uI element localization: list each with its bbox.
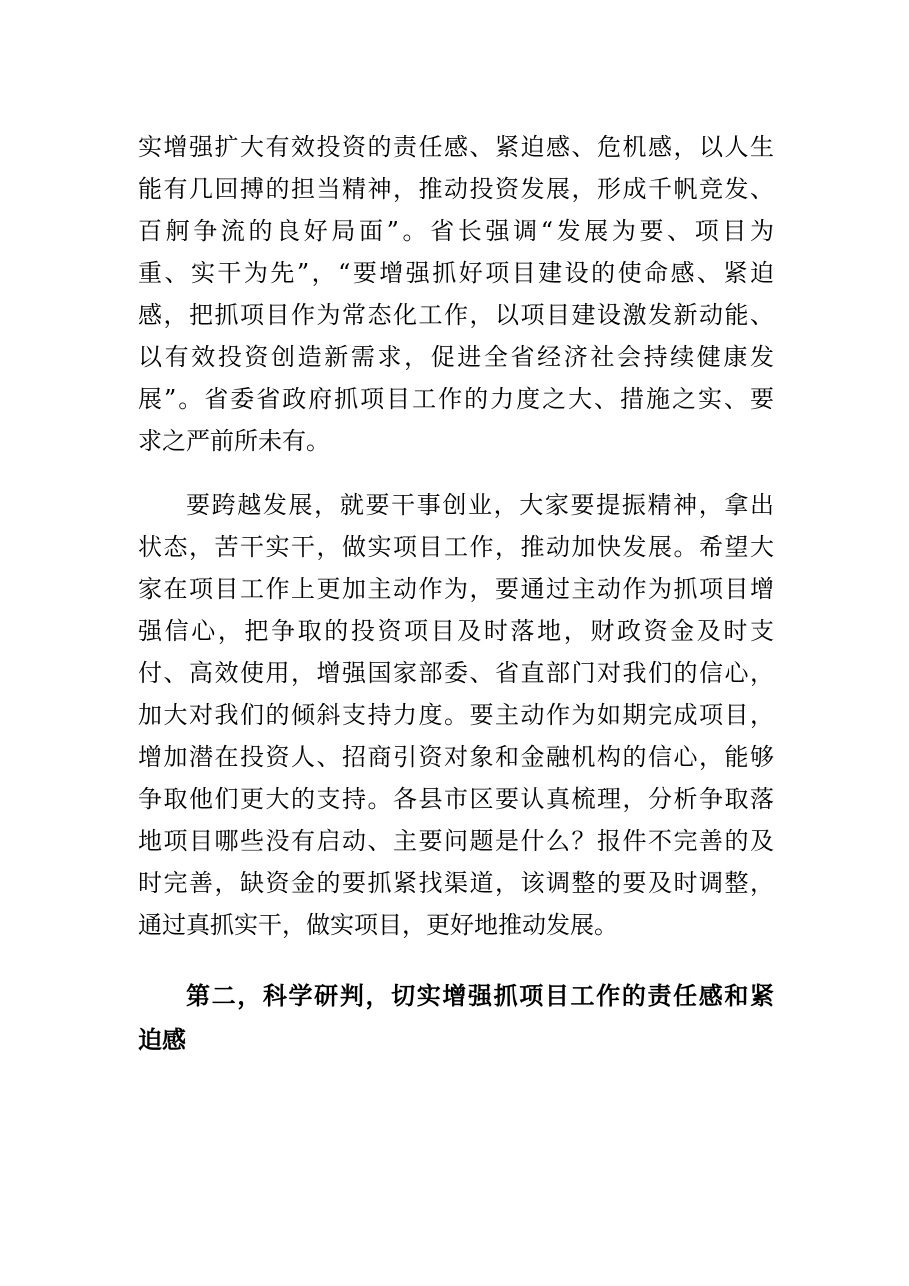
text-line: 能有几回搏的担当精神，推动投资发展，形成千帆竞发、 xyxy=(138,175,774,203)
text-line: 重、实干为先”，“要增强抓好项目建设的使命感、紧迫 xyxy=(138,259,774,287)
text-line: 以有效投资创造新需求，促进全省经济社会持续健康发 xyxy=(138,343,774,371)
text-line: 感，把抓项目作为常态化工作，以项目建设激发新动能、 xyxy=(138,301,774,329)
text-line: 争取他们更大的支持。各县市区要认真梳理，分析争取落 xyxy=(138,785,774,813)
paragraph-1 xyxy=(138,126,774,462)
text-line: 百舸争流的良好局面”。省长强调“发展为要、项目为 xyxy=(138,217,774,245)
text-line: 时完善，缺资金的要抓紧找渠道，该调整的要及时调整， xyxy=(138,869,774,897)
heading-line: 第二，科学研判，切实增强抓项目工作的责任感和紧 xyxy=(186,982,774,1010)
text-line: 家在项目工作上更加主动作为，要通过主动作为抓项目增 xyxy=(138,575,774,603)
text-line: 付、高效使用，增强国家部委、省直部门对我们的信心， xyxy=(138,659,774,687)
document-body xyxy=(138,126,774,1062)
text-line: 要跨越发展，就要干事创业，大家要提振精神，拿出 xyxy=(186,491,774,519)
text-line: 实增强扩大有效投资的责任感、紧迫感、危机感，以人生 xyxy=(138,133,774,161)
heading-line: 迫感 xyxy=(138,1026,186,1054)
text-line: 通过真抓实干，做实项目，更好地推动发展。 xyxy=(138,911,618,939)
text-line: 强信心，把争取的投资项目及时落地，财政资金及时支 xyxy=(138,617,774,645)
paragraph-spacer xyxy=(138,946,774,974)
text-line: 展”。省委省政府抓项目工作的力度之大、措施之实、要 xyxy=(138,385,774,413)
text-line: 地项目哪些没有启动、主要问题是什么？报件不完善的及 xyxy=(138,827,774,855)
text-line: 求之严前所未有。 xyxy=(138,427,330,455)
text-line: 加大对我们的倾斜支持力度。要主动作为如期完成项目， xyxy=(138,701,774,729)
paragraph-spacer xyxy=(138,462,774,484)
paragraph-2 xyxy=(138,484,774,946)
section-heading xyxy=(138,974,774,1062)
text-line: 增加潜在投资人、招商引资对象和金融机构的信心，能够 xyxy=(138,743,774,771)
text-line: 状态，苦干实干，做实项目工作，推动加快发展。希望大 xyxy=(138,533,774,561)
